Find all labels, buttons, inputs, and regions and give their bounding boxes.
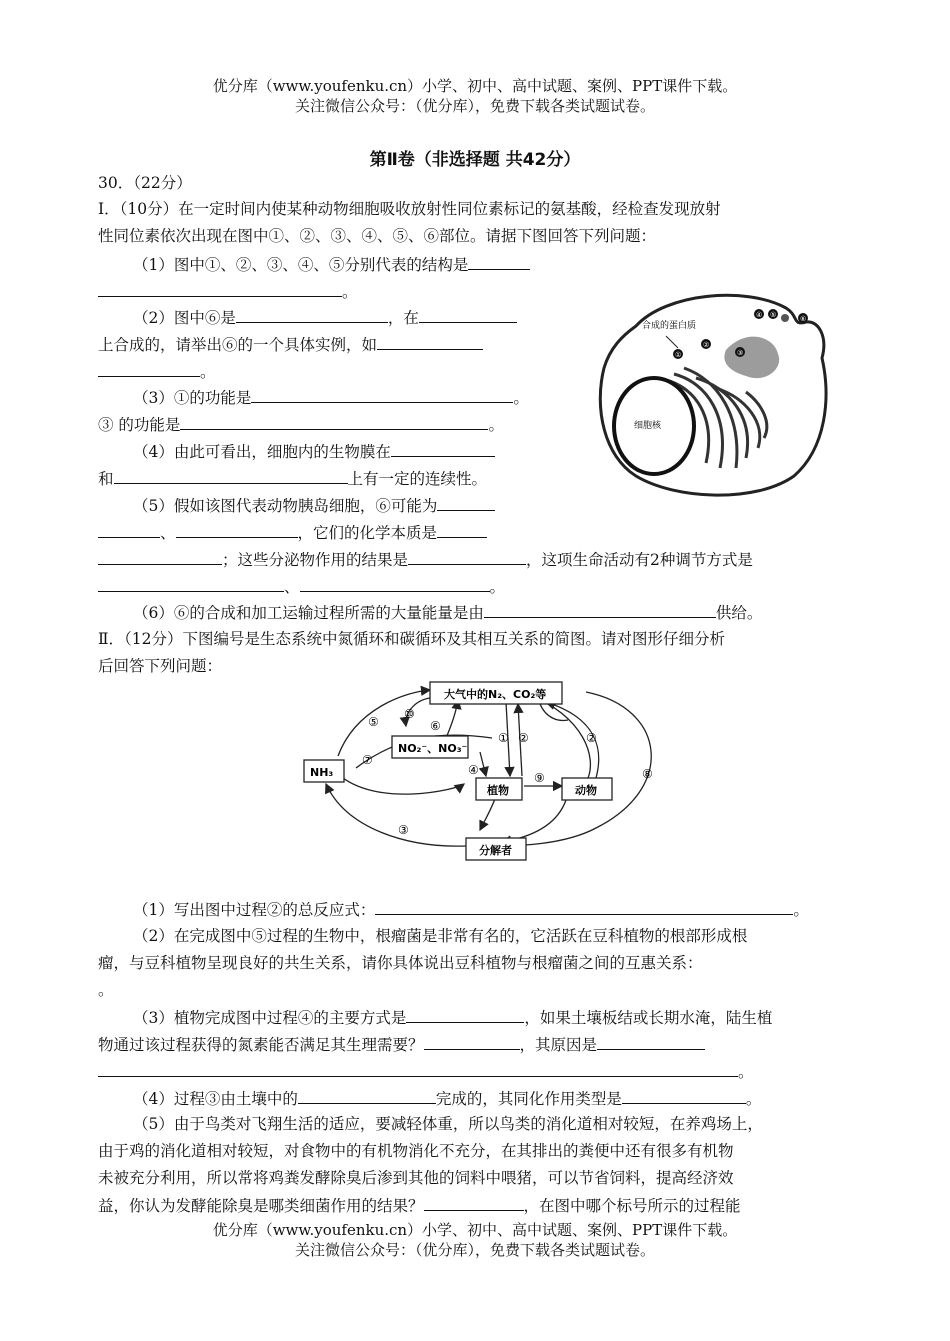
- process-3: ③: [398, 823, 409, 837]
- answer-blank[interactable]: [98, 1060, 738, 1077]
- p1-q2-cont: 上合成的，请举出⑥的一个具体实例，如: [98, 333, 483, 356]
- protein-label: 合成的蛋白质: [642, 321, 697, 331]
- answer-blank[interactable]: [98, 521, 160, 538]
- p1-q2-cont2: 。: [98, 360, 216, 383]
- process-5: ⑤: [368, 715, 379, 729]
- header-line-1: 优分库（www.youfenku.cn）小学、初中、高中试题、案例、PPT课件下载。: [212, 77, 738, 95]
- p2-q3-c: 物通过该过程获得的氮素能否满足其生理需要？ ，其原因是: [98, 1033, 705, 1056]
- p2-q5-c: 未被充分利用，所以常将鸡粪发酵除臭后渗到其他的饲料中喂猪，可以节省饲料，提高经济效: [98, 1169, 734, 1187]
- footer-line-2: 关注微信公众号：（优分库），免费下载各类试题试卷。: [294, 1241, 655, 1259]
- marker-5: [768, 309, 778, 319]
- process-6: ⑥: [430, 719, 441, 733]
- svg-text:④: ④: [756, 311, 763, 319]
- p1-q1-text: （1）图中①、②、③、④、⑤分别代表的结构是: [133, 256, 469, 274]
- process-1: ①: [498, 731, 509, 745]
- p2-q5-b: 由于鸡的消化道相对较短，对食物中的有机物消化不充分，在其排出的粪便中还有很多有机物: [98, 1142, 734, 1160]
- p1-q5-d: 、 。: [98, 575, 505, 598]
- header-line-2: 关注微信公众号：（优分库），免费下载各类试题试卷。: [294, 97, 655, 115]
- answer-blank[interactable]: [176, 521, 298, 538]
- p2-q3: （3）植物完成图中过程④的主要方式是 ，如果土壤板结或长期水淹，陆生植: [133, 1006, 772, 1029]
- part2-intro-b: 后回答下列问题：: [98, 657, 223, 675]
- svg-text:①: ①: [675, 351, 682, 359]
- p2-q2-a: （2）在完成图中⑤过程的生物中，根瘤菌是非常有名的，它活跃在豆科植物的根部形成根: [133, 927, 748, 945]
- p1-q1-cont: 。: [98, 280, 358, 303]
- process-9: ⑨: [534, 771, 545, 785]
- marker-6: [798, 313, 808, 323]
- answer-blank[interactable]: [484, 601, 716, 618]
- process-7: ⑦: [362, 753, 373, 767]
- answer-blank[interactable]: [391, 440, 495, 457]
- answer-blank[interactable]: [597, 1033, 705, 1050]
- p2-q1: （1）写出图中过程②的总反应式： 。: [133, 898, 809, 921]
- answer-blank[interactable]: [377, 333, 483, 350]
- nucleus-label: 细胞核: [634, 421, 662, 431]
- decomposer-label: 分解者: [479, 844, 512, 857]
- answer-blank[interactable]: [437, 494, 495, 511]
- answer-blank[interactable]: [98, 575, 284, 592]
- p1-q6: （6）⑥的合成和加工运输过程所需的大量能量是由 供给。: [133, 601, 762, 624]
- p1-q1: [133, 253, 530, 276]
- svg-text:②: ②: [703, 341, 710, 349]
- answer-blank[interactable]: [424, 1194, 524, 1211]
- part2-intro-a: Ⅱ．（12分）下图编号是生态系统中氮循环和碳循环及其相互关系的简图。请对图形仔细分析: [98, 630, 726, 648]
- answer-blank[interactable]: [408, 548, 526, 565]
- answer-blank[interactable]: [236, 306, 388, 323]
- process-4: ④: [468, 763, 479, 777]
- answer-blank[interactable]: [98, 548, 222, 565]
- p1-q3-b: ③ 的功能是 。: [98, 413, 504, 436]
- p1-q4: （4）由此可看出，细胞内的生物膜在: [133, 440, 495, 463]
- svg-text:⑥: ⑥: [800, 315, 807, 323]
- plant-label: 植物: [487, 784, 509, 797]
- process-10: ⑩: [404, 707, 415, 721]
- ammonia-label: NH₃: [310, 766, 334, 779]
- marker-1: [673, 349, 683, 359]
- nitrate-label: NO₂⁻、NO₃⁻: [398, 742, 468, 755]
- cycle-diagram: [296, 678, 680, 864]
- p1-q5-c: ；这些分泌物作用的结果是 ，这项生命活动有2种调节方式是: [98, 548, 753, 571]
- answer-blank[interactable]: [622, 1087, 746, 1104]
- p2-q3-d: 。: [98, 1060, 754, 1083]
- svg-text:③: ③: [737, 349, 744, 357]
- part1-intro-a: Ⅰ．（10分）在一定时间内使某种动物细胞吸收放射性同位素标记的氨基酸，经检查发现放射: [98, 200, 721, 218]
- p2-q5-a: （5）由于鸟类对飞翔生活的适应，要减轻体重，所以鸟类的消化道相对较短，在养鸡场上，: [133, 1115, 763, 1133]
- answer-blank[interactable]: [419, 306, 517, 323]
- section-title: 第Ⅱ卷（非选择题 共42分）: [369, 150, 581, 170]
- answer-blank[interactable]: [406, 1006, 524, 1023]
- cell-figure: [596, 288, 832, 500]
- footer-line-1: 优分库（www.youfenku.cn）小学、初中、高中试题、案例、PPT课件下载。: [212, 1221, 738, 1239]
- answer-blank[interactable]: [298, 1087, 436, 1104]
- answer-blank[interactable]: [375, 898, 793, 915]
- p1-q3: （3）①的功能是 。: [133, 386, 529, 409]
- question-30-head: 30．（22分）: [98, 174, 192, 192]
- answer-blank[interactable]: [98, 360, 200, 377]
- p2-q4: （4）过程③由土壤中的 完成的，其同化作用类型是 。: [133, 1087, 761, 1110]
- process-2b: ②: [586, 731, 597, 745]
- answer-blank[interactable]: [114, 467, 348, 484]
- marker-3: [735, 347, 745, 357]
- answer-blank[interactable]: [300, 575, 490, 592]
- p1-q5-b: 、 ，它们的化学本质是: [98, 521, 487, 544]
- p1-q4-b: 和 上有一定的连续性。: [98, 467, 487, 490]
- p2-q2-b: 瘤，与豆科植物呈现良好的共生关系，请你具体说出豆科植物与根瘤菌之间的互惠关系：: [98, 954, 703, 972]
- process-2a: ②: [518, 731, 529, 745]
- process-8: ⑧: [642, 767, 653, 781]
- svg-text:⑤: ⑤: [770, 311, 777, 319]
- p2-q2-c: 。: [98, 981, 114, 999]
- part1-intro-b: 性同位素依次出现在图中①、②、③、④、⑤、⑥部位。请据下图回答下列问题：: [98, 227, 657, 245]
- atmosphere-label: 大气中的N₂、CO₂等: [444, 688, 547, 701]
- answer-blank[interactable]: [468, 253, 530, 270]
- answer-blank[interactable]: [437, 521, 487, 538]
- marker-2: [701, 339, 711, 349]
- answer-blank[interactable]: [424, 1033, 520, 1050]
- p1-q2: （2）图中⑥是 ，在: [133, 306, 517, 329]
- animal-label: 动物: [575, 784, 597, 797]
- p2-q5-d: 益，你认为发酵能除臭是哪类细菌作用的结果？ ，在图中哪个标号所示的过程能: [98, 1194, 741, 1217]
- answer-blank[interactable]: [251, 386, 513, 403]
- answer-blank[interactable]: [98, 280, 342, 297]
- marker-4: [754, 309, 764, 319]
- p1-q5: （5）假如该图代表动物胰岛细胞，⑥可能为: [133, 494, 495, 517]
- answer-blank[interactable]: [180, 413, 488, 430]
